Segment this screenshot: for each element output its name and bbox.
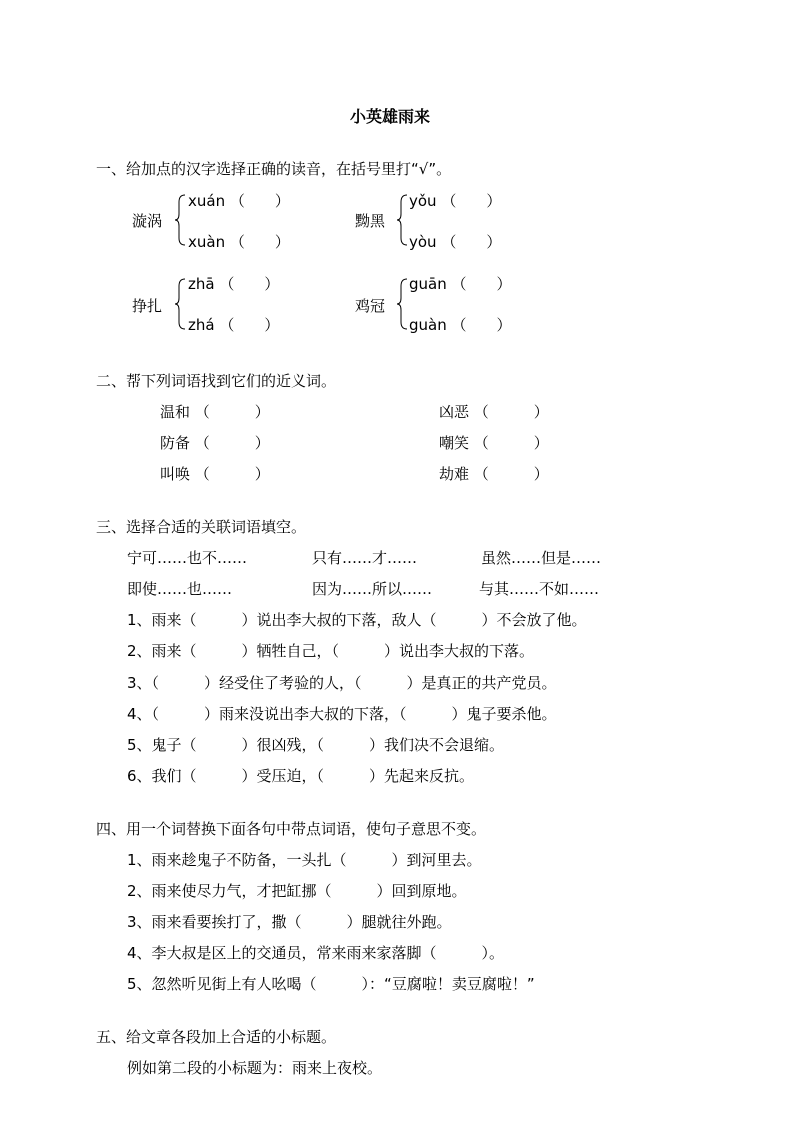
question-item: 6、我们（ ）受压迫，（ ）先起来反抗。 (127, 767, 475, 785)
brace-icon (174, 194, 184, 246)
pinyin-option: xuán （ ） (188, 192, 290, 210)
question-item: 2、雨来使尽力气，才把缸挪（ ）回到原地。 (127, 882, 467, 900)
section-1-heading: 一、给加点的汉字选择正确的读音，在括号里打“√”。 (96, 160, 452, 178)
pinyin-option: guān （ ） (409, 275, 512, 293)
conjunction-option: 只有……才…… (312, 549, 418, 567)
synonym-item: 叫唤 （ ） (160, 465, 270, 483)
section-4-heading: 四、用一个词替换下面各句中带点词语，使句子意思不变。 (96, 820, 487, 838)
question-item: 2、雨来（ ）牺牲自己，（ ）说出李大叔的下落。 (127, 642, 535, 660)
pinyin-word: 黝黑 (355, 212, 386, 230)
conjunction-option: 因为……所以…… (312, 580, 433, 598)
pinyin-option: zhá （ ） (188, 316, 280, 334)
conjunction-option: 即使……也…… (127, 580, 233, 598)
pinyin-option: yòu （ ） (409, 233, 502, 251)
pinyin-word: 鸡冠 (355, 297, 386, 315)
question-item: 4、李大叔是区上的交通员，常来雨来家落脚（ ）。 (127, 944, 505, 962)
page-title: 小英雄雨来 (350, 107, 431, 126)
question-item: 1、雨来趁鬼子不防备，一头扎（ ）到河里去。 (127, 851, 482, 869)
question-item: 3、雨来看要挨打了，撒（ ）腿就往外跑。 (127, 913, 452, 931)
pinyin-option: guàn （ ） (409, 316, 512, 334)
brace-icon (396, 194, 406, 246)
pinyin-word: 挣扎 (132, 297, 163, 315)
question-item: 1、雨来（ ）说出李大叔的下落，敌人（ ）不会放了他。 (127, 611, 587, 629)
section-2-heading: 二、帮下列词语找到它们的近义词。 (96, 372, 337, 390)
brace-icon (174, 278, 184, 330)
question-item: 5、忽然听见街上有人吆喝（ ）：“豆腐啦！卖豆腐啦！” (127, 975, 535, 993)
pinyin-option: xuàn （ ） (188, 233, 290, 251)
brace-icon (396, 278, 406, 330)
conjunction-option: 与其……不如…… (479, 580, 600, 598)
section-3-heading: 三、选择合适的关联词语填空。 (96, 518, 307, 536)
conjunction-option: 宁可……也不…… (127, 549, 248, 567)
synonym-item: 嘲笑 （ ） (439, 434, 549, 452)
section-5-heading: 五、给文章各段加上合适的小标题。 (96, 1028, 337, 1046)
question-item: 5、鬼子（ ）很凶残，（ ）我们决不会退缩。 (127, 736, 505, 754)
question-item: 4、（ ）雨来没说出李大叔的下落，（ ）鬼子要杀他。 (127, 705, 557, 723)
synonym-item: 凶恶 （ ） (439, 403, 549, 421)
synonym-item: 防备 （ ） (160, 434, 270, 452)
pinyin-option: zhā （ ） (188, 275, 280, 293)
example-text: 例如第二段的小标题为：雨来上夜校。 (127, 1059, 383, 1077)
synonym-item: 温和 （ ） (160, 403, 270, 421)
pinyin-word: 漩涡 (132, 212, 163, 230)
question-item: 3、（ ）经受住了考验的人，（ ）是真正的共产党员。 (127, 674, 557, 692)
synonym-item: 劫难 （ ） (439, 465, 549, 483)
pinyin-option: yǒu （ ） (409, 192, 502, 210)
conjunction-option: 虽然……但是…… (481, 549, 602, 567)
